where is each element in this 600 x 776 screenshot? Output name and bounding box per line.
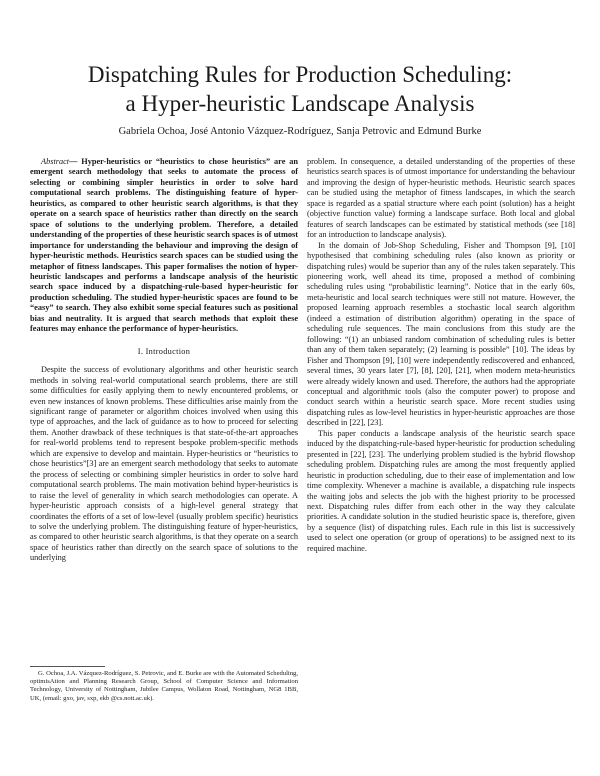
intro-paragraph-3: This paper conducts a landscape analysis of the heuristic search space induced by the dispatching-rule-based hyper-heuristic for production scheduling presented in [22], [23]. The underlying problem studied is the hybrid flowshop scheduling problem. Dispatching rules are among the most frequently applied heuristic in production scheduling, due to their ease of implementation and low time complexity. Whenever a machine is available, a dispatching rule inspects the waiting jobs and selects the job with the highest priority to be processed next. Dispatching rules differ from each other in the way they calculate priorities. A candidate solution in the studied heuristic space is, therefore, given by a sequence (list) of dispatching rules. Each rule in this list is successively used to select one operation (or group of operations) to be assigned next to its required machine.: [307, 428, 575, 553]
paper-title: [20, 60, 580, 118]
intro-paragraph-1: Despite the success of evolutionary algorithms and other heuristic search methods in solving real-world computational search problems, there are still some difficulties for easily applying them to newly encountered problems, or even new instances of known problems. These difficulties arise mainly from the significant range of parameter or algorithm choices involved when using this type of approaches, and the lack of guidance as to how to proceed for selecting them. Another drawback of these techniques is that state-of-the-art approaches for real-world problems tend to represent bespoke problem-specific methods which are expensive to develop and maintain. Hyper-heuristics or “heuristics to chose heuristics”[3] are an emergent search methodology that seeks to automate the process of selecting or combining simpler heuristics in order to solve hard computational search problems. The main motivation behind hyper-heuristics is to raise the level of generality in which search methodologies can operate. A hyper-heuristic approach consists of a high-level general strategy that coordinates the efforts of a set of low-level (usually problem specific) heuristics to solve the underlying problem. The distinguishing feature of hyper-heuristics, as compared to other heuristic search algorithms, is that they operate on a search space of heuristics rather than directly on the search space of solutions to the underlying: [30, 365, 298, 563]
title-line-1: Dispatching Rules for Production Scheduling:: [87, 62, 513, 87]
author-affiliation-footnote: G. Ochoa, J.A. Vázquez-Rodríguez, S. Petrovic, and E. Burke are with the Automated Scheduling, optimisAtion and Planning Research Group, School of Computer Science and Information Technology, University of Nottingham, Jubilee Campus, Wollaton Road, Nottingham, NG8 1BB, UK, (email: gxo, jav, sxp, ekb @cs.nott.ac.uk).: [30, 670, 298, 702]
footnote-divider: [30, 666, 105, 667]
right-column: [307, 157, 575, 554]
abstract: [30, 157, 298, 335]
left-column: [30, 157, 298, 564]
title-line-2: a Hyper-heuristic Landscape Analysis: [125, 91, 475, 116]
author-list: Gabriela Ochoa, José Antonio Vázquez-Rodríguez, Sanja Petrovic and Edmund Burke: [118, 126, 482, 137]
abstract-text: — Hyper-heuristics or “heuristics to chose heuristics” are an emergent search methodology that seeks to automate the process of selecting or combining simpler heuristics in order to solve hard computational search problems. The distinguishing feature of hyper-heuristics, as compared to other heuristic search algorithms, is that they operate on a search space of heuristics rather than directly on the search space of solutions to the underlying problem. Therefore, a detailed understanding of the properties of these heuristic search spaces is of utmost importance for understanding the behaviour and improving the design of hyper-heuristic methods. Heuristics search spaces can be studied using the metaphor of fitness landscapes. This paper formalises the notion of hyper-heuristic landscapes and performs a landscape analysis of the heuristic search space induced by a dispatching-rule-based hyper-heuristic for production scheduling. The studied hyper-heuristic spaces are found to be “easy” to search. They also exhibit some special features such as positional bias and neutrality. It is argued that search methods that exploit these features may enhance the performance of hyper-heuristics.: [30, 157, 298, 334]
intro-paragraph-2: In the domain of Job-Shop Scheduling, Fisher and Thompson [9], [10] hypothesised that combining scheduling rules (also known as priority or dispatching rules) would be superior than any of the rules taken separately. This pioneering work, well ahead its time, proposed a method of combining scheduling rules using “probabilistic learning”. Notice that in the early 60s, meta-heuristic and local search techniques were still not mature. However, the proposed learning approach resembles a stochastic local search algorithm (indeed a estimation of distribution algorithm) operating in the space of scheduling rule sequences. The main conclusions from this study are the following: “(1) an unbiased random combination of scheduling rules is better than any of them taken separately; (2) learning is possible” [10]. The ideas by Fisher and Thompson [9], [10] were independently rediscovered and enhanced, several times, 30 years later [7], [8], [20], [21], when modern meta-heuristics were already widely known and used. Therefore, the authors had the appropriate conceptual and algorithmic tools (also the computer power) to propose and conduct search within a heuristic search space. More recent studies using dispatching rules as low-level heuristics in hyper-heuristic approaches are those described in [22], [23].: [307, 240, 575, 428]
intro-paragraph-1-continued: problem. In consequence, a detailed understanding of the properties of these heuristics search spaces is of utmost importance for understanding the behaviour and improving the design of hyper-heuristic methods. Heuristic search spaces can be studied using the metaphor of fitness landscapes, in which the search space is regarded as a spatial structure where each point (solution) has a height (objective function value) forming a landscape surface. Both local and global features of search landscapes can be estimated by statistical methods (see [18] for an introduction to landscape analysis).: [307, 157, 575, 240]
section-heading-introduction: I. Introduction: [137, 346, 191, 356]
footnote: [30, 670, 298, 703]
abstract-label: Abstract: [41, 157, 70, 166]
